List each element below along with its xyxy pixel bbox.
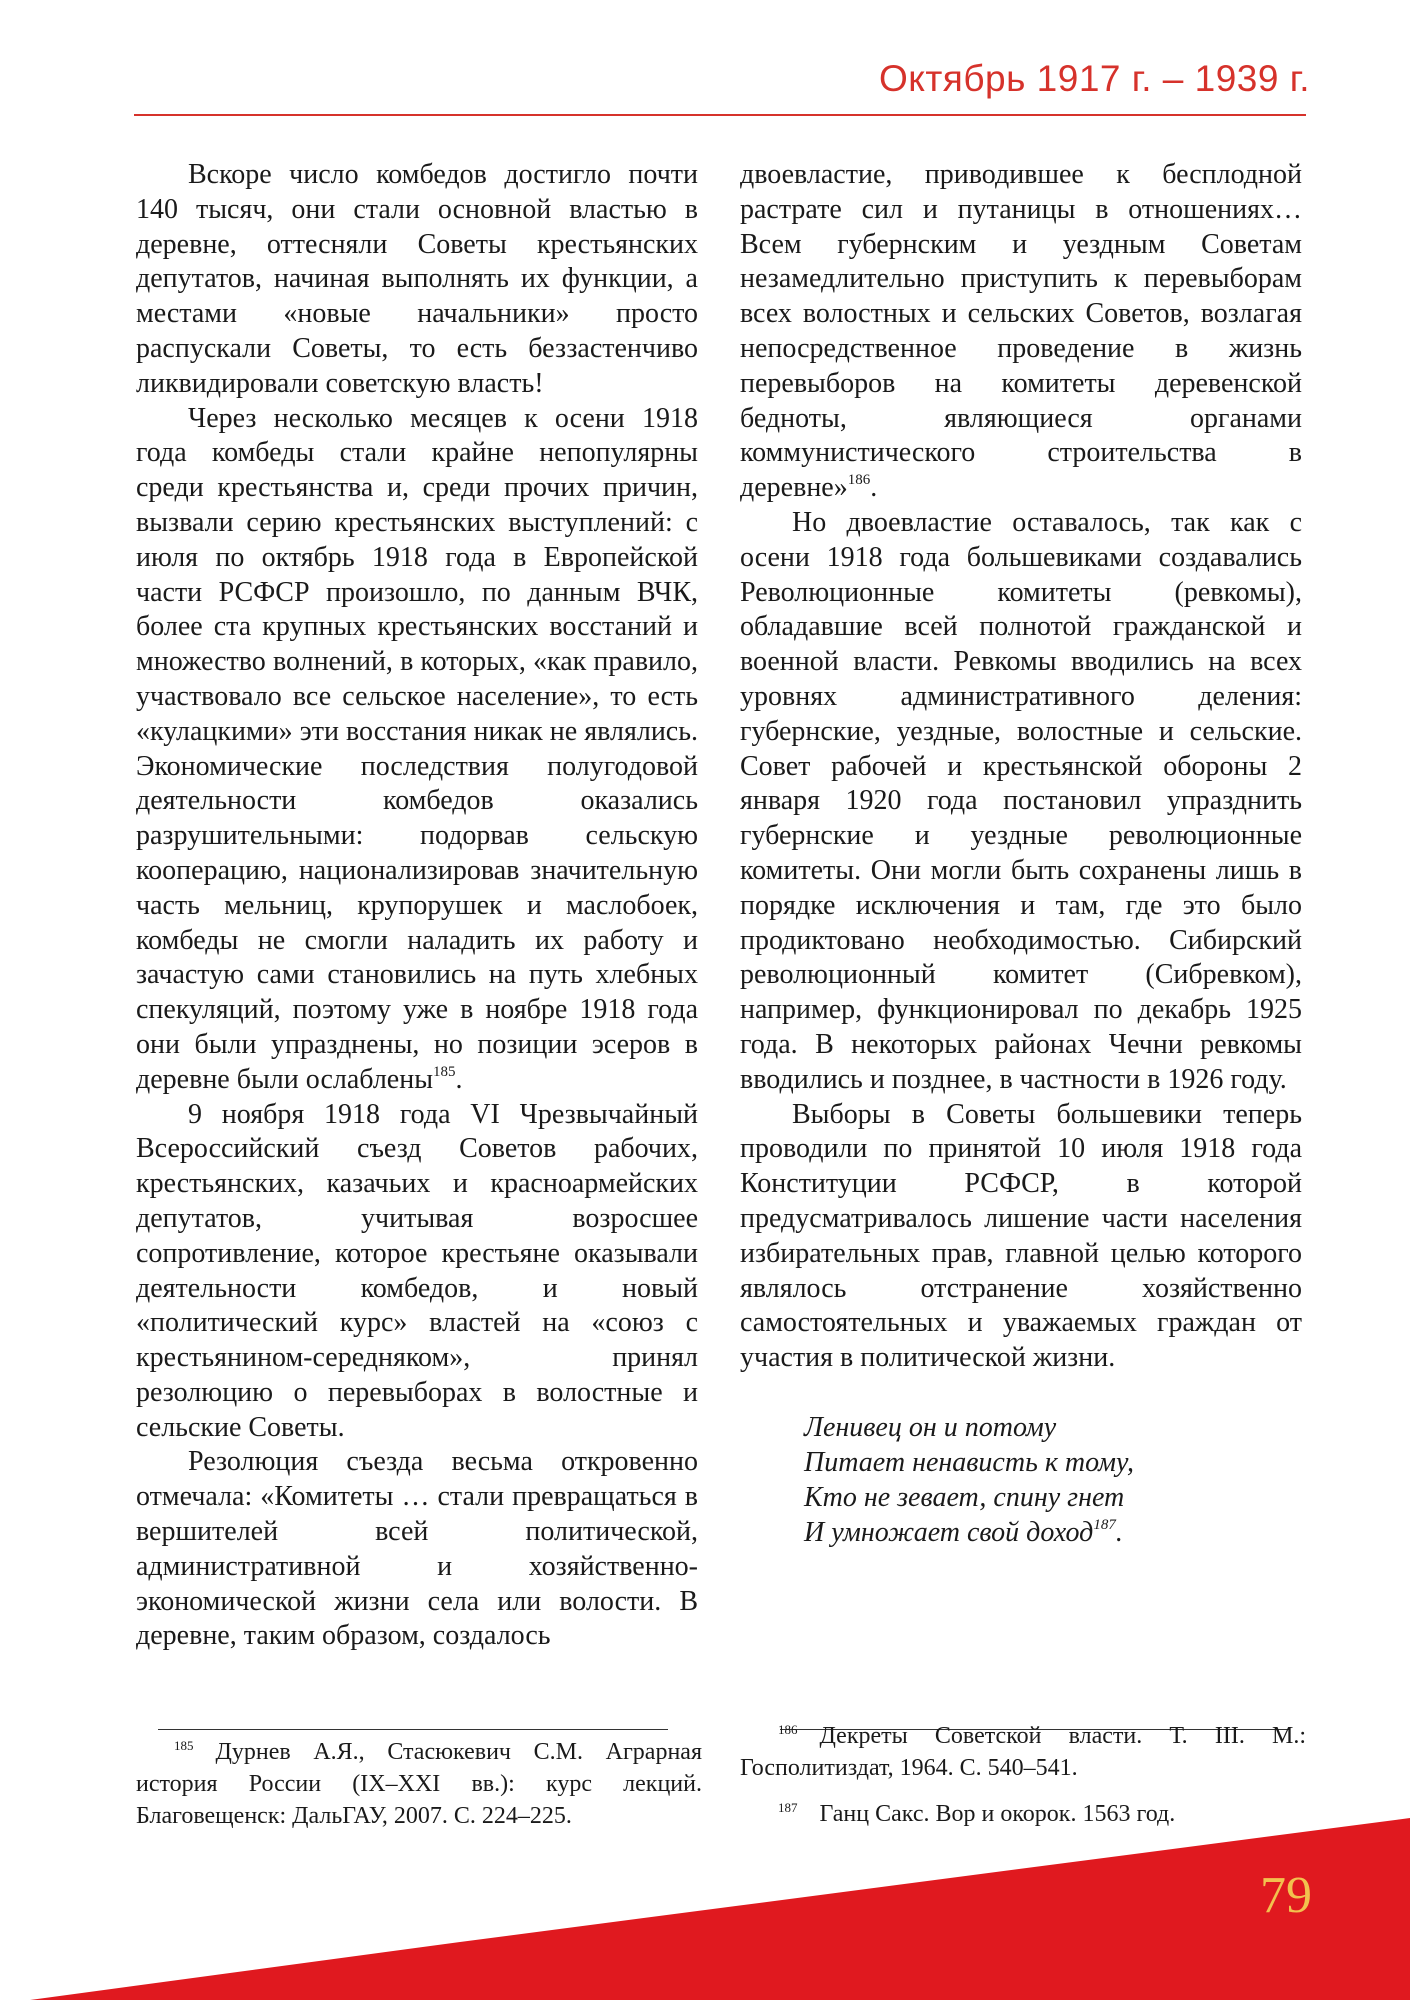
paragraph: Вскоре число комбедов достигло почти 140 тысяч, они стали основной властью в деревне, оттесняли Советы крестьянских депутатов, начиная выполнять их функции, а местами «новые начальники» просто распускали Советы, то есть беззастенчиво ликвидировали советскую власть! <box>136 159 698 399</box>
footnote-number: 186 <box>778 1722 798 1737</box>
paragraph: Резолюция съезда весьма откровенно отмечала: «Комитеты … стали превращаться в вершителей всей политической, административной и хозяйственно-экономической жизни села или волости. В деревне, таким образом, создалось <box>136 1446 698 1652</box>
paragraph: Выборы в Советы большевики теперь проводили по принятой 10 июля 1918 года Конституции РСФСР, в которой предусматривалось лишение части населения избирательных прав, главной целью которого являлось отстранение хозяйственно самостоятельных и уважаемых граждан от участия в политической жизни. <box>740 1098 1302 1374</box>
paragraph: Но двоевластие оставалось, так как с осени 1918 года большевиками создавались Революционные комитеты (ревкомы), обладавшие всей полнотой гражданской и военной власти. Ревкомы вводились на всех уровнях административного деления: губернские, уездные, волостные и сельские. Совет рабочей и крестьянской обороны 2 января 1920 года постановил упразднить губернские и уездные революционные комитеты. Они могли быть сохранены лишь в порядке исключения и там, где это было продиктовано необходимостью. Сибирский революционный комитет (Сибревком), например, функционировал по декабрь 1925 года. В некоторых районах Чечни ревкомы вводились и позднее, в частности в 1926 году. <box>740 506 1302 1095</box>
paragraph: Через несколько месяцев к осени 1918 года комбеды стали крайне непопулярны среди крестьянства и, среди прочих причин, вызвали серию крестьянских выступлений: с июля по октябрь 1918 года в Европейской части РСФСР произошло, по данным ВЧК, более ста крупных крестьянских восстаний и множество волнений, в которых, «как правило, участвовало все сельское население», то есть «кулацкими» эти восстания никак не являлись. Экономические последствия полугодовой деятельности комбедов оказались разрушительными: подорвав сельскую кооперацию, национализировав значительную часть мельниц, крупорушек и маслобоек, комбеды не смогли наладить их работу и зачастую сами становились на путь хлебных спекуляций, поэтому уже в ноябре 1918 года они были упразднены, но позиции эсеров в деревне были ослаблены$^{185}$. <box>136 402 698 1095</box>
footnote-ref-187[interactable]: 187 <box>1093 1516 1116 1533</box>
running-header-title: Октябрь 1917 г. – 1939 г. <box>878 58 1310 99</box>
poem-line: Ленивец он и потому <box>804 1411 1057 1443</box>
footnote-text: Дурнев А.Я., Стасюкевич С.М. Аграрная история России (IX–XXI вв.): курс лекций. Благовещенск: ДальГАУ, 2007. С. 224–225. <box>136 1739 702 1829</box>
poem-line: Кто не зевает, спину гнет <box>804 1481 1125 1513</box>
footnote-ref-185[interactable]: 185 <box>433 1063 456 1080</box>
poem-line-text: И умножает свой доход <box>804 1516 1094 1548</box>
footnote-ref-186[interactable]: 186 <box>847 472 871 489</box>
paragraph-text: Через несколько месяцев к осени 1918 года комбеды стали крайне непопулярны среди крестьянства и, среди прочих причин, вызвали серию крестьянских выступлений: с июля по октябрь 1918 года в Европейской части РСФСР произошло, по данным ВЧК, более ста крупных крестьянских восстаний и множество волнений, в которых, «как правило, участвовало все сельское население», то есть «кулацкими» эти восстания никак не являлись. Экономические последствия полугодовой деятельности комбедов оказались разрушительными: подорвав сельскую кооперацию, национализировав значительную часть мельниц, крупорушек и маслобоек, комбеды не смогли наладить их работу и зачастую сами становились на путь хлебных спекуляций, поэтому уже в ноябре 1918 года они были упразднены, но позиции эсеров в деревне были ослаблены <box>136 402 698 1095</box>
paragraph: 9 ноября 1918 года VI Чрезвычайный Всероссийский съезд Советов рабочих, крестьянских, казачьих и красноармейских депутатов, учитывая возросшее сопротивление, которое крестьяне оказывали деятельности комбедов, и новый «политический курс» властей на «союз с крестьянином-середняком», принял резолюцию о перевыборах в волостные и сельские Советы. <box>136 1098 698 1443</box>
footnote-text: Ганц Сакс. Вор и окорок. 1563 год. <box>819 1801 1176 1827</box>
red-corner-shape <box>30 1818 1410 2000</box>
footnote-text: Декреты Советской власти. Т. III. М.: Госполитиздат, 1964. С. 540–541. <box>740 1723 1306 1781</box>
paragraph: двоевластие, приводившее к бесплодной растрате сил и путаницы в отношениях… Всем губернским и уездным Советам незамедлительно приступить к перевыборам всех волостных и сельских Советов, возлагая непосредственное проведение в жизнь перевыборов на комитеты деревенской бедноты, являющиеся органами коммунистического строительства в деревне»$^{186}$. <box>740 159 1302 504</box>
footnote-number: 187 <box>778 1800 798 1815</box>
poem-line: И умножает свой доход$^{187}$. <box>804 1516 1123 1548</box>
poem-line: Питает ненависть к тому, <box>804 1446 1134 1478</box>
footnote-number: 185 <box>174 1738 194 1753</box>
paragraph-text: двоевластие, приводившее к бесплодной растрате сил и путаницы в отношениях… Всем губернским и уездным Советам незамедлительно приступить к перевыборам всех волостных и сельских Советов, возлагая непосредственное проведение в жизнь перевыборов на комитеты деревенской бедноты, являющиеся органами коммунистического строительства в деревне» <box>740 159 1302 504</box>
page-number: 79 <box>1260 1867 1312 1924</box>
